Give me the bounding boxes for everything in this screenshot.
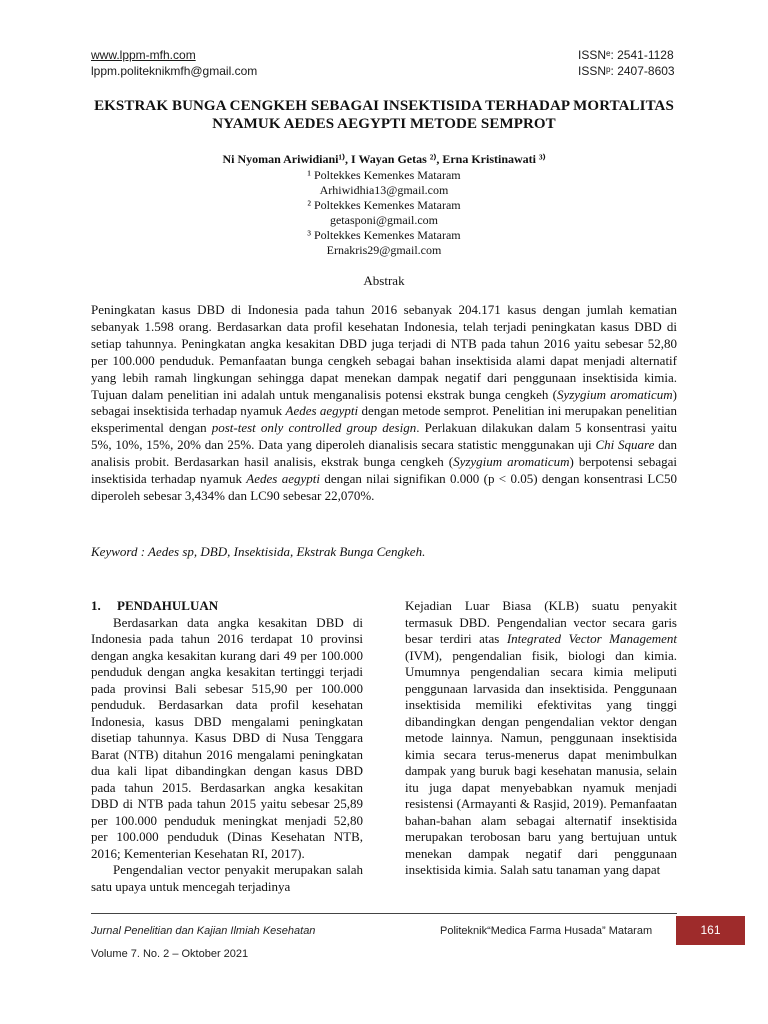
author-list	[0, 152, 768, 167]
journal-header-right	[578, 47, 675, 79]
term-italic: Integrated Vector Management	[506, 631, 678, 646]
journal-header-left	[91, 47, 257, 79]
website-link[interactable]: www.lppm-mfh.com	[91, 48, 196, 62]
abstract-segment: Peningkatan kasus DBD di Indonesia pada tahun 2016 sebanyak 204.171 kasus dengan jumlah kematian sebanyak 1.598 orang. Berdasarkan data profil kesehatan Indonesia, telah terjadi peningkatan kasus DBD di setiap tahunnya. Peningkatan angka kesakitan DBD juga terjadi di NTB pada tahun 2016 yaitu sebesar 52,80 per 100.000 penduduk. Pemanfaatan bunga cengkeh sebagai bahan insektisida alami dapat menjadi alternatif yang lebih ramah lingkungan sehingga dapat menekan dampak negatif dari penggunaan insektisida kimia. Tujuan dalam penelitian ini adalah untuk menganalisis potensi ekstrak bunga cengkeh (	[91, 302, 677, 402]
scientific-name: Syzygium aromaticum	[453, 454, 570, 470]
body-segment: (IVM), pengendalian fisik, biologi dan kimia. Umumnya pengendalian secara kimia meliputi penggunaan larvasida dan insektisida. Penggunaan insektisida memiliki efektivitas yang tinggi dibandingkan dengan pengendalian vektor dengan metode lainnya. Namun, penggunaan insektisida kimia secara terus-menerus dapat menimbulkan dampak yang buruk bagi kesehatan manusia, selain itu juga dapat menyebabkan nyamuk menjadi resistensi (Armayanti & Rasjid, 2019). Pemanfaatan bahan-bahan alam sebagai alternatif insektisida merupakan terobosan baru yang bertujuan untuk menekan dampak negatif dari penggunaan insektisida kimia. Salah satu tanaman yang dapat	[405, 647, 677, 877]
title-line-2: NYAMUK AEDES AEGYPTI METODE SEMPROT	[212, 116, 556, 132]
footer-journal: Jurnal Penelitian dan Kajian Ilmiah Kesehatan	[91, 925, 316, 937]
abstract-segment: . Perlakuan dilakukan dalam 5 konsentrasi yaitu 5%, 10%, 15%, 20% dan 25%. Data yang diperoleh dianalisis secara statistic menggunakan uji	[91, 420, 677, 453]
body-segment: Kejadian Luar Biasa (KLB) suatu penyakit termasuk DBD. Pengendalian vector secara garis besar terdiri atas	[405, 598, 677, 646]
page-number: 161	[676, 916, 745, 945]
issn-electronic: ISSNᵉ: 2541-1128	[578, 48, 674, 62]
affiliations	[0, 168, 768, 258]
abstract-segment: dengan nilai signifikan 0.000 (p < 0.05) dengan konsentrasi LC50 diperoleh sebesar 3,434% dan LC90 sebesar 22,070%.	[91, 471, 677, 503]
right-column	[405, 598, 677, 879]
footer-divider	[91, 913, 677, 914]
abstract-segment: dan analisis probit. Berdasarkan hasil analisis, ekstrak bunga cengkeh (	[91, 437, 677, 470]
paper-title	[60, 97, 708, 133]
scientific-name: Aedes aegypti	[285, 403, 359, 419]
section-number: 1.	[91, 598, 101, 613]
affiliation-2: ² Poltekkes Kemenkes Mataram	[307, 198, 461, 212]
scientific-name: Syzygium aromaticum	[556, 386, 673, 402]
affiliation-email-3: Ernakris29@gmail.com	[326, 243, 442, 257]
abstract-segment: dengan metode semprot. Penelitian ini merupakan penelitian eksperimental dengan	[91, 403, 677, 436]
section-title: PENDAHULUAN	[117, 598, 219, 613]
title-line-1: EKSTRAK BUNGA CENGKEH SEBAGAI INSEKTISIDA TERHADAP MORTALITAS	[94, 98, 674, 114]
body-paragraph	[405, 598, 677, 879]
affiliation-3: ³ Poltekkes Kemenkes Mataram	[307, 228, 461, 242]
affiliation-1: ¹ Poltekkes Kemenkes Mataram	[307, 168, 461, 182]
email-link[interactable]: lppm.politeknikmfh@gmail.com	[91, 64, 258, 78]
body-paragraph: Berdasarkan data angka kesakitan DBD di Indonesia pada tahun 2016 terdapat 10 provinsi dengan angka kesakitan kurang dari 49 per 100.000 penduduk dengan angka kesakitan tertinggi terjadi pada provinsi Bali sebesar 515,90 per 100.000 penduduk. Berdasarkan data profil kesehatan Indonesia, kasus DBD mengalami peningkatan disetiap tahunnya. Kasus DBD di Nusa Tenggara Barat (NTB) ditahun 2016 mengalami peningkatan dua kali lipat dibandingkan dengan kasus DBD pada tahun 2015. Berdasarkan angka kesakitan DBD di NTB pada tahun 2015 yaitu sebesar 25,89 per 100.000 penduduk meningkat menjadi 52,80 per 100.000 penduduk (Dinas Kesehatan NTB, 2016; Kementerian Kesehatan RI, 2017).	[91, 614, 363, 861]
author-names: Ni Nyoman Ariwidiani¹⁾, I Wayan Getas ²⁾, Erna Kristinawati ³⁾	[222, 152, 546, 166]
abstract-heading: Abstrak	[363, 273, 405, 288]
footer-volume: Volume 7. No. 2 – Oktober 2021	[91, 948, 249, 960]
section-heading	[91, 598, 363, 615]
study-design: post-test only controlled group design	[211, 420, 417, 436]
issn-print: ISSNᵖ: 2407-8603	[578, 64, 675, 78]
abstract-segment: ) sebagai insektisida terhadap nyamuk	[91, 386, 677, 419]
abstract-text	[91, 302, 677, 505]
scientific-name: Aedes aegypti	[246, 471, 320, 487]
statistical-test: Chi Square	[595, 437, 655, 453]
body-paragraph: Pengendalian vector penyakit merupakan salah satu upaya untuk mencegah terjadinya	[91, 862, 363, 894]
affiliation-email-2: getasponi@gmail.com	[329, 213, 439, 227]
affiliation-email-1: Arhiwidhia13@gmail.com	[319, 183, 449, 197]
left-column	[91, 598, 363, 895]
keywords: Keyword : Aedes sp, DBD, Insektisida, Ekstrak Bunga Cengkeh.	[91, 544, 426, 559]
footer-institution: Politeknik“Medica Farma Husada” Mataram	[440, 925, 653, 937]
abstract-segment: ) berpotensi sebagai insektisida terhadap nyamuk	[91, 454, 677, 487]
